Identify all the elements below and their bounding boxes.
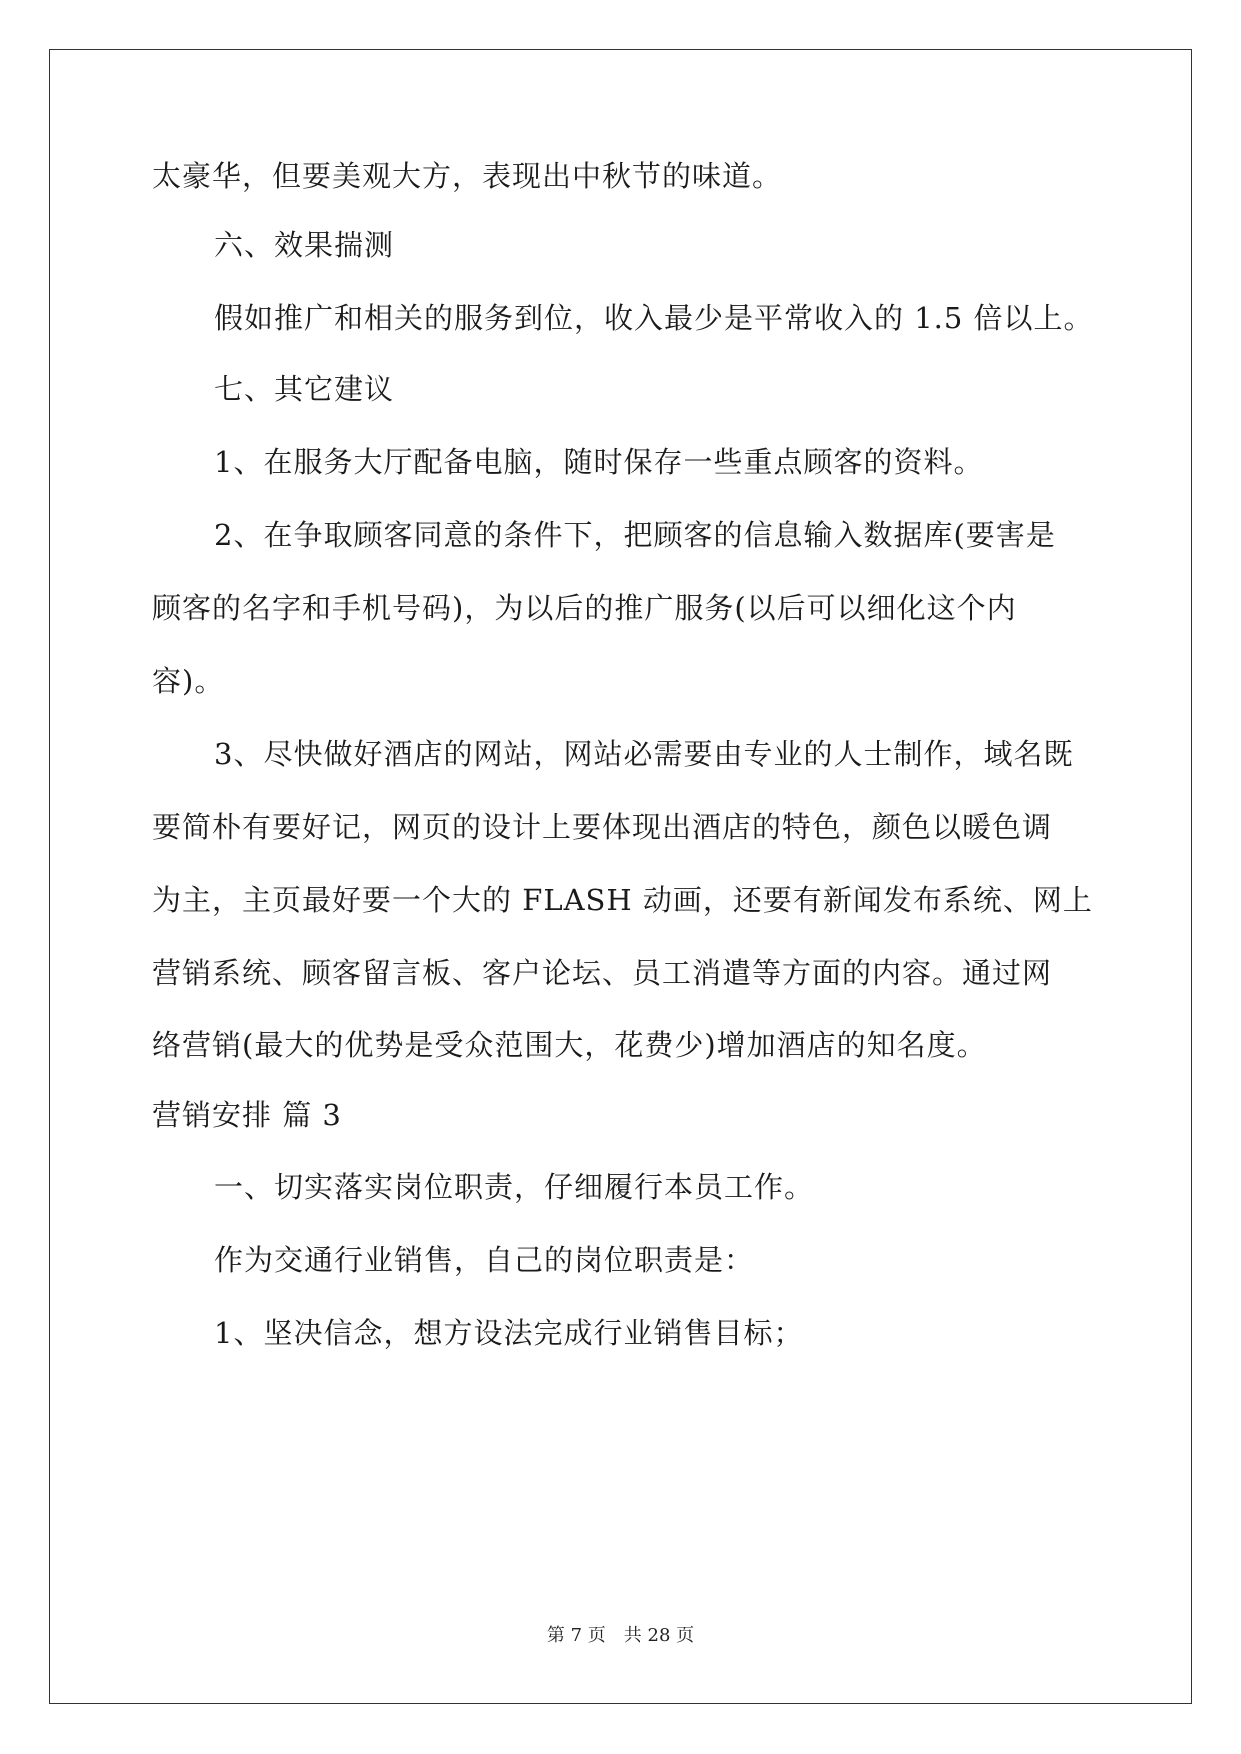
paragraph-line: 容)。: [152, 664, 225, 698]
list-item: 2、在争取顾客同意的条件下，把顾客的信息输入数据库(要害是: [214, 518, 1056, 552]
section-heading-one: 一、切实落实岗位职责，仔细履行本员工作。: [214, 1170, 815, 1204]
list-item: 1、在服务大厅配备电脑，随时保存一些重点顾客的资料。: [214, 445, 984, 479]
paragraph-line: 顾客的名字和手机号码)，为以后的推广服务(以后可以细化这个内: [152, 591, 1017, 625]
list-item: 1、坚决信念，想方设法完成行业销售目标；: [214, 1316, 804, 1350]
list-item: 3、尽快做好酒店的网站，网站必需要由专业的人士制作，域名既: [214, 737, 1074, 771]
paragraph-line: 络营销(最大的优势是受众范围大，花费少)增加酒店的知名度。: [152, 1028, 987, 1062]
section-heading-seven: 七、其它建议: [214, 372, 395, 406]
paragraph-line: 营销系统、顾客留言板、客户论坛、员工消遣等方面的内容。通过网: [152, 956, 1053, 990]
paragraph-line: 要简朴有要好记，网页的设计上要体现出酒店的特色，颜色以暖色调: [152, 810, 1053, 844]
paragraph-line: 为主，主页最好要一个大的 FLASH 动画，还要有新闻发布系统、网上: [152, 883, 1093, 917]
article-title: 营销安排 篇 3: [152, 1098, 342, 1132]
paragraph-line: 作为交通行业销售，自己的岗位职责是：: [214, 1243, 755, 1277]
paragraph-line: 太豪华，但要美观大方，表现出中秋节的味道。: [152, 159, 783, 193]
section-heading-six: 六、效果揣测: [214, 228, 395, 262]
page-number-footer: 第 7 页 共 28 页: [546, 1625, 695, 1646]
paragraph-line: 假如推广和相关的服务到位，收入最少是平常收入的 1.5 倍以上。: [214, 301, 1094, 335]
